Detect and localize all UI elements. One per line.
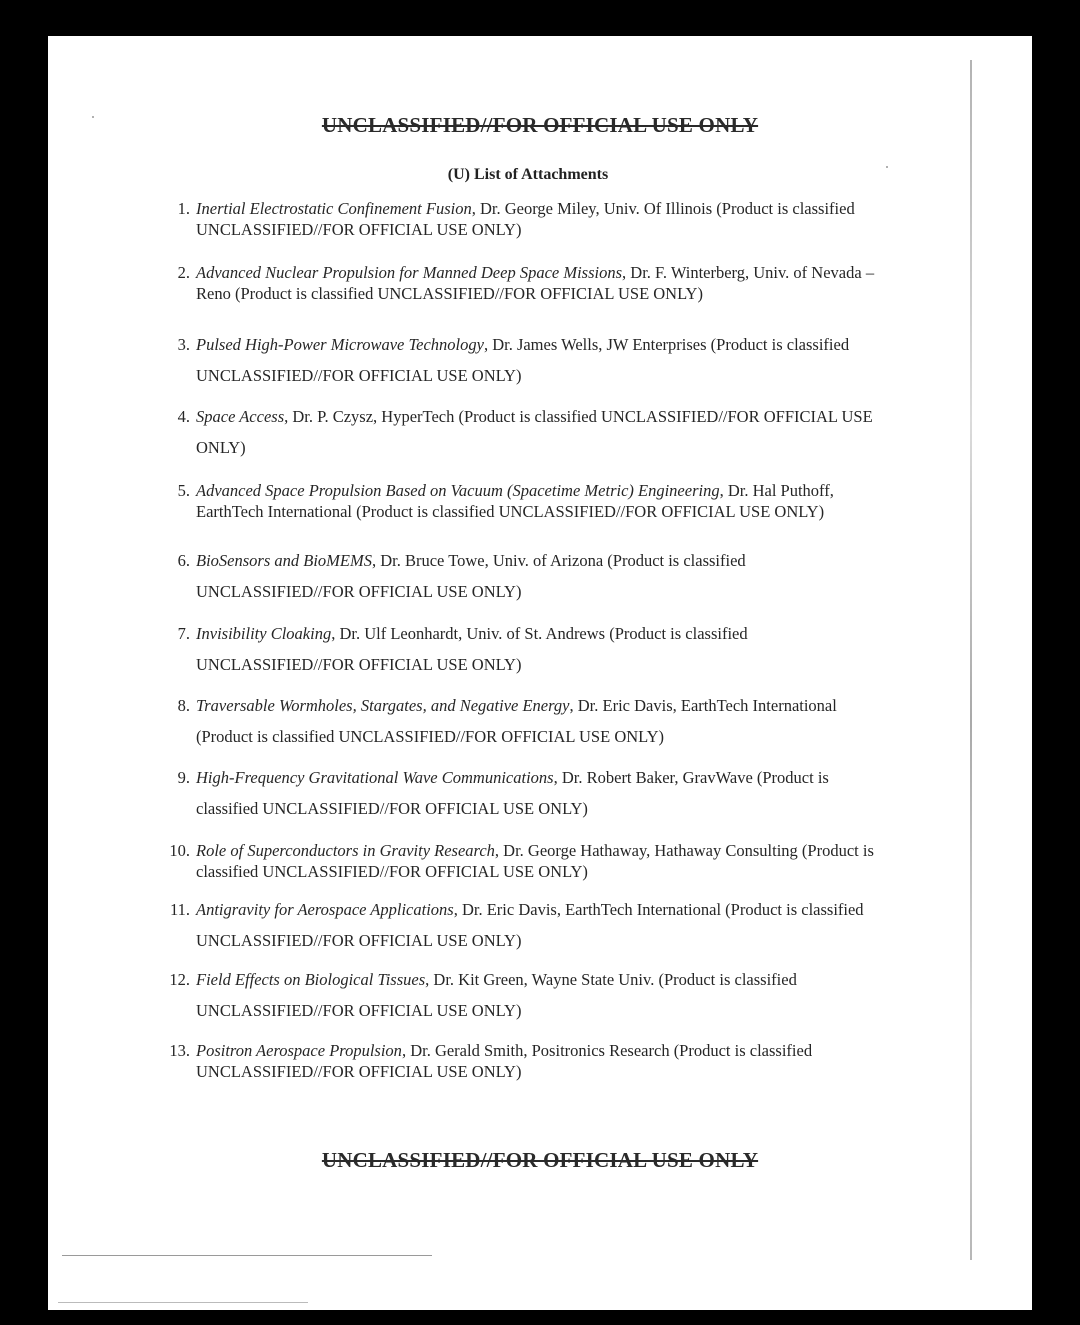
item-title: Space Access [196, 407, 285, 426]
item-number: 7. [177, 624, 190, 643]
attachment-item-12 [169, 964, 892, 1026]
item-title: Advanced Nuclear Propulsion for Manned Deep Space Missions [196, 263, 623, 282]
item-number: 8. [177, 696, 190, 715]
item-details: , Dr. Eric Davis, EarthTech International (Product is classified UNCLASSIFIED//FOR OFFICIAL USE ONLY) [196, 900, 864, 950]
item-details: , Dr. Hal Puthoff, EarthTech International (Product is classified UNCLASSIFIED//FOR OFFICIAL USE ONLY) [196, 481, 834, 521]
item-title: Antigravity for Aerospace Applications [196, 900, 454, 919]
item-title: BioSensors and BioMEMS [196, 551, 372, 570]
attachment-item-8 [177, 690, 892, 752]
item-details: , Dr. Robert Baker, GravWave (Product is classified UNCLASSIFIED//FOR OFFICIAL USE ONLY) [196, 768, 829, 818]
scan-artifact-line [58, 1302, 308, 1303]
item-number: 11. [169, 900, 190, 919]
attachment-item-7 [177, 618, 892, 680]
item-number: 2. [177, 263, 190, 282]
item-number: 1. [177, 199, 190, 218]
item-number: 5. [177, 481, 190, 500]
classification-banner-top [48, 113, 1032, 138]
item-title: Positron Aerospace Propulsion [196, 1041, 402, 1060]
attachment-item-13 [169, 1040, 892, 1082]
item-number: 9. [177, 768, 190, 787]
attachment-item-2 [177, 262, 892, 304]
item-details: , Dr. F. Winterberg, Univ. of Nevada – Reno (Product is classified UNCLASSIFIED//FOR OFFICIAL USE ONLY) [196, 263, 875, 303]
scan-edge-line [970, 60, 972, 1260]
banner-bottom-text: UNCLASSIFIED//FOR OFFICIAL USE ONLY [321, 1148, 759, 1172]
item-number: 6. [177, 551, 190, 570]
document-page [48, 36, 1032, 1310]
item-number: 13. [169, 1041, 190, 1060]
list-title: (U) List of Attachments [447, 166, 609, 183]
item-details: , Dr. George Miley, Univ. Of Illinois (Product is classified UNCLASSIFIED//FOR OFFICIAL USE ONLY) [196, 199, 855, 239]
item-details: , Dr. Ulf Leonhardt, Univ. of St. Andrews (Product is classified UNCLASSIFIED//FOR OFFICIAL USE ONLY) [196, 624, 748, 674]
item-number: 4. [177, 407, 190, 426]
scan-artifact-line [62, 1255, 432, 1256]
item-title: Inertial Electrostatic Confinement Fusion [196, 199, 472, 218]
item-details: , Dr. Eric Davis, EarthTech International (Product is classified UNCLASSIFIED//FOR OFFICIAL USE ONLY) [196, 696, 837, 746]
banner-top-text: UNCLASSIFIED//FOR OFFICIAL USE ONLY [321, 113, 759, 137]
attachment-item-9 [177, 762, 892, 824]
item-number: 12. [169, 970, 190, 989]
item-details: , Dr. Gerald Smith, Positronics Research (Product is classified UNCLASSIFIED//FOR OFFICIAL USE ONLY) [196, 1041, 813, 1081]
attachment-item-10 [169, 840, 892, 882]
item-details: , Dr. Kit Green, Wayne State Univ. (Product is classified UNCLASSIFIED//FOR OFFICIAL USE ONLY) [196, 970, 797, 1020]
item-details: , Dr. Bruce Towe, Univ. of Arizona (Product is classified UNCLASSIFIED//FOR OFFICIAL USE ONLY) [196, 551, 746, 601]
item-number: 3. [177, 335, 190, 354]
attachment-item-1 [177, 198, 892, 240]
item-details: , Dr. P. Czysz, HyperTech (Product is classified UNCLASSIFIED//FOR OFFICIAL USE ONLY) [196, 407, 873, 457]
item-details: , Dr. James Wells, JW Enterprises (Product is classified UNCLASSIFIED//FOR OFFICIAL USE ONLY) [196, 335, 850, 385]
item-title: Field Effects on Biological Tissues [196, 970, 426, 989]
classification-banner-bottom [48, 1148, 1032, 1173]
attachment-item-11 [169, 894, 892, 956]
item-title: Pulsed High-Power Microwave Technology [196, 335, 484, 354]
item-details: , Dr. George Hathaway, Hathaway Consulting (Product is classified UNCLASSIFIED//FOR OFFICIAL USE ONLY) [196, 841, 874, 881]
item-title: Invisibility Cloaking [196, 624, 332, 643]
attachment-item-4 [177, 401, 892, 463]
item-title: High-Frequency Gravitational Wave Communications [196, 768, 554, 787]
attachment-item-3 [177, 329, 892, 391]
attachment-item-6 [177, 545, 892, 607]
item-title: Role of Superconductors in Gravity Research [196, 841, 495, 860]
item-title: Traversable Wormholes, Stargates, and Negative Energy [196, 696, 570, 715]
item-number: 10. [169, 841, 190, 860]
attachment-item-5 [177, 480, 892, 522]
item-title: Advanced Space Propulsion Based on Vacuum (Spacetime Metric) Engineering [196, 481, 720, 500]
